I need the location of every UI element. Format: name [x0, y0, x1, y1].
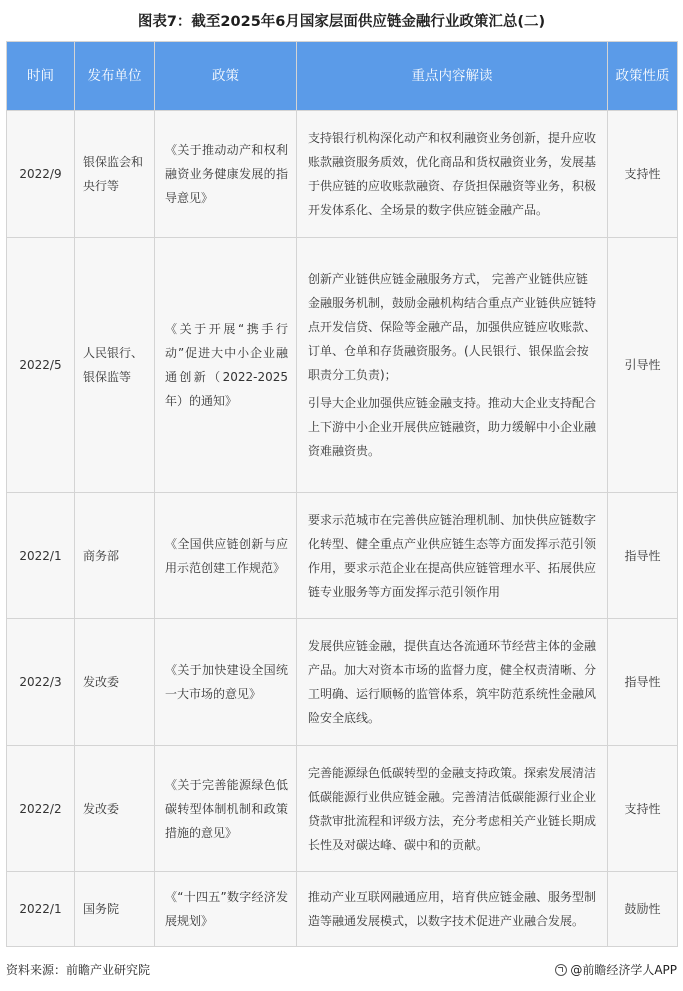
- cell-time: 2022/9: [7, 111, 75, 238]
- cell-content: [297, 111, 608, 238]
- cell-type: 鼓励性: [608, 872, 678, 947]
- content-paragraph: 要求示范城市在完善供应链治理机制、加快供应链数字化转型、健全重点产业供应链生态等方面发挥示范引领作用，要求示范企业在提高供应链管理水平、拓展供应链专业服务等方面发挥示范引领作用: [308, 512, 597, 599]
- header-time: 时间: [7, 42, 75, 111]
- cell-time: 2022/1: [7, 872, 75, 947]
- cell-policy: 《关于完善能源绿色低碳转型体制机制和政策措施的意见》: [155, 746, 297, 872]
- cell-time: 2022/1: [7, 493, 75, 619]
- cell-org: 国务院: [75, 872, 155, 947]
- cell-content: [297, 872, 608, 947]
- cell-type: 支持性: [608, 746, 678, 872]
- cell-policy: 《“十四五”数字经济发展规划》: [155, 872, 297, 947]
- content-paragraph: 推动产业互联网融通应用，培育供应链金融、服务型制造等融通发展模式，以数字技术促进产业融合发展。: [308, 890, 597, 928]
- cell-policy: 《全国供应链创新与应用示范创建工作规范》: [155, 493, 297, 619]
- table-row: [7, 111, 678, 238]
- qianzhan-logo-icon: [555, 964, 567, 976]
- cell-org: 银保监会和央行等: [75, 111, 155, 238]
- cell-time: 2022/5: [7, 238, 75, 493]
- content-paragraph: 发展供应链金融，提供直达各流通环节经营主体的金融产品。加大对资本市场的监督力度，健全权责清晰、分工明确、运行顺畅的监管体系，筑牢防范系统性金融风险安全底线。: [308, 639, 597, 725]
- cell-type: 引导性: [608, 238, 678, 493]
- header-content: 重点内容解读: [297, 42, 608, 111]
- cell-org: 人民银行、银保监等: [75, 238, 155, 493]
- header-org: 发布单位: [75, 42, 155, 111]
- table-row: [7, 238, 678, 493]
- table-row: [7, 619, 678, 746]
- cell-policy: 《关于开展“携手行动”促进大中小企业融通创新（2022-2025年）的通知》: [155, 238, 297, 493]
- brand-credit-text: @前瞻经济学人APP: [570, 963, 677, 977]
- source-note: 资料来源：前瞻产业研究院: [6, 963, 151, 977]
- cell-type: 指导性: [608, 619, 678, 746]
- cell-org: 发改委: [75, 619, 155, 746]
- table-row: [7, 872, 678, 947]
- content-paragraph: 创新产业链供应链金融服务方式， 完善产业链供应链金融服务机制，鼓励金融机构结合重点产业链供应链特点开发信贷、保险等金融产品，加强供应链应收账款、订单、仓单和存货融资服务。(人民银行、银保监会按职责分工负责)；: [308, 272, 597, 382]
- policy-table: [6, 41, 678, 947]
- cell-time: 2022/3: [7, 619, 75, 746]
- header-policy: 政策: [155, 42, 297, 111]
- cell-content: [297, 619, 608, 746]
- cell-policy: 《关于加快建设全国统一大市场的意见》: [155, 619, 297, 746]
- brand-credit: [555, 961, 677, 978]
- table-header-row: [7, 42, 678, 111]
- table-row: [7, 493, 678, 619]
- header-type: 政策性质: [608, 42, 678, 111]
- cell-type: 指导性: [608, 493, 678, 619]
- page-title: 图表7：截至2025年6月国家层面供应链金融行业政策汇总(二): [137, 14, 546, 30]
- cell-time: 2022/2: [7, 746, 75, 872]
- cell-content: [297, 746, 608, 872]
- content-paragraph: 引导大企业加强供应链金融支持。推动大企业支持配合上下游中小企业开展供应链融资，助力缓解中小企业融资难融资贵。: [308, 396, 597, 458]
- content-paragraph: 支持银行机构深化动产和权利融资业务创新，提升应收账款融资服务质效，优化商品和货权融资业务，发展基于供应链的应收账款融资、存货担保融资等业务，积极开发体系化、全场景的数字供应链金融产品。: [308, 131, 597, 217]
- content-paragraph: 完善能源绿色低碳转型的金融支持政策。探索发展清洁低碳能源行业供应链金融。完善清洁低碳能源行业企业贷款审批流程和评级方法，充分考虑相关产业链长期成长性及对碳达峰、碳中和的贡献。: [308, 765, 597, 852]
- cell-content: [297, 493, 608, 619]
- cell-org: 发改委: [75, 746, 155, 872]
- cell-content: [297, 238, 608, 493]
- cell-org: 商务部: [75, 493, 155, 619]
- table-row: [7, 746, 678, 872]
- cell-policy: 《关于推动动产和权利融资业务健康发展的指导意见》: [155, 111, 297, 238]
- cell-type: 支持性: [608, 111, 678, 238]
